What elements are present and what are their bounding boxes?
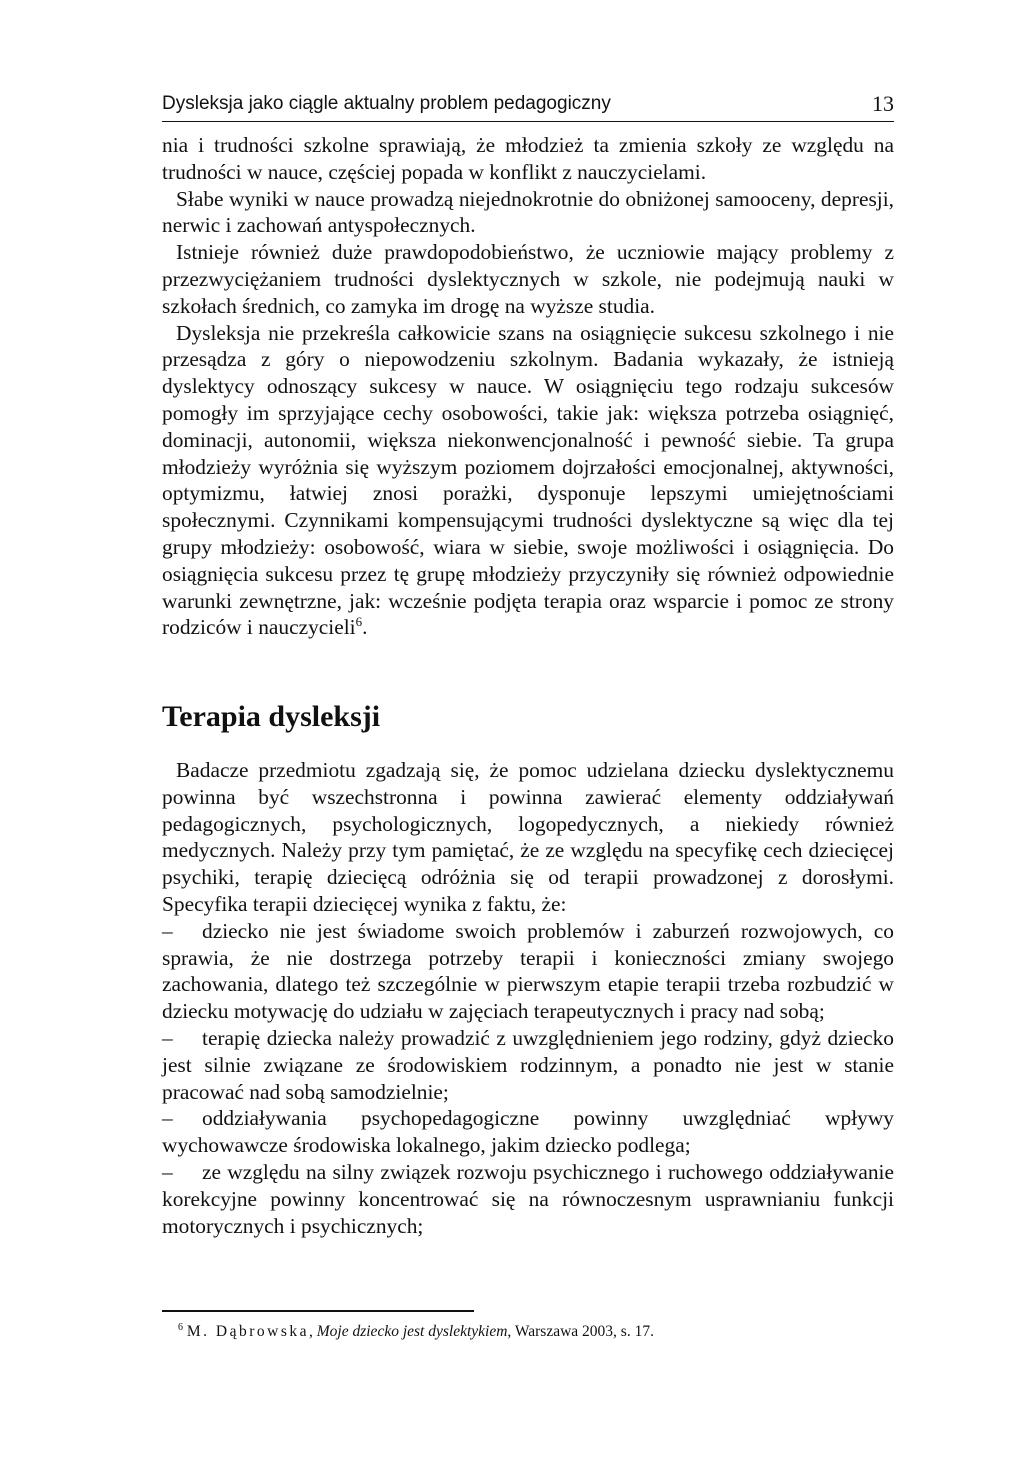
paragraph: Dysleksja nie przekreśla całkowicie szans na osiągnięcie sukcesu szkolnego i nie przesądza z góry o niepowodzeniu szkolnym. Badania wykazały, że istnieją dyslektycy odnoszący sukcesy w nauce. W osiągnięciu tego rodzaju sukcesów pomogły im sprzyjające cechy osobowości, takie jak: większa potrzeba osiągnięć, dominacji, autonomii, większa niekonwencjonalność i pewność siebie. Ta grupa młodzieży wyróżnia się wyższym poziomem dojrzałości emocjonalnej, aktywności, optymizmu, łatwiej znosi porażki, dysponuje lepszymi umiejętnościami społecznymi. Czynnikami kompensującymi trudności dyslektyczne są więc dla tej grupy młodzieży: osobowość, wiara w siebie, swoje możliwości i osiągnięcia. Do osiągnięcia sukcesu przez tę grupę młodzieży przyczyniły się również odpowiednie warunki zewnętrzne, jak: wcześnie podjęta terapia oraz wsparcie i pomoc ze strony rodziców i nauczycieli$^6$.	[162, 320, 894, 640]
footnote-author: M. Dąbrowska	[186, 1323, 309, 1341]
list-item	[162, 1025, 894, 1105]
running-title: Dysleksja jako ciągle aktualny problem pedagogiczny	[162, 93, 611, 114]
footnote-mark: 6	[178, 1322, 183, 1333]
footnote-reference[interactable]: 6	[355, 614, 363, 630]
list-item	[162, 1105, 894, 1159]
paragraph: Istnieje również duże prawdopodobieństwo, że uczniowie mający problemy z przezwyciężaniem trudności dyslektycznych w szkole, nie podejmują nauki w szkołach średnich, co zamyka im drogę na wyższe studia.	[162, 240, 894, 318]
list-dash: –	[162, 1159, 173, 1184]
section-therapy-text	[162, 757, 894, 1239]
list-dash: –	[162, 1025, 173, 1050]
running-header	[162, 91, 894, 122]
list-item-text: dziecko nie jest świadome swoich problemów i zaburzeń rozwojowych, co sprawia, że nie dostrzega potrzeby terapii i konieczności zmiany swojego zachowania, dlatego też szczególnie w pierwszym etapie terapii trzeba rozbudzić w dziecku motywację do udziału w zajęciach terapeutycznych i pracy nad sobą;	[162, 918, 894, 1024]
list-item-text: oddziaływania psychopedagogiczne powinny uwzględniać wpływy wychowawcze środowiska lokalnego, jakim dziecko podlega;	[162, 1106, 894, 1158]
footnote-divider	[162, 1310, 474, 1312]
paragraph: nia i trudności szkolne sprawiają, że młodzież ta zmienia szkoły ze względu na trudności w nauce, częściej popada w konflikt z nauczycielami.	[162, 133, 894, 184]
footnote-details: , Warszawa 2003, s. 17.	[507, 1323, 654, 1341]
section-continued-text	[162, 132, 894, 641]
page-number: 13	[872, 91, 894, 116]
list-dash: –	[162, 918, 173, 943]
footnote: $^6$ M. Dąbrowska, Moje dziecko jest dyslektykiem, Warszawa 2003, s. 17.	[178, 1322, 654, 1341]
section-heading: Terapia dysleksji	[162, 700, 381, 733]
list-dash: –	[162, 1106, 173, 1131]
paragraph-text: Dysleksja nie przekreśla całkowicie szans na osiągnięcie sukcesu szkolnego i nie przesądza z góry o niepowodzeniu szkolnym. Badania wykazały, że istnieją dyslektycy odnoszący sukcesy w nauce. W osiągnięciu tego rodzaju sukcesów pomogły im sprzyjające cechy osobowości, takie jak: większa potrzeba osiągnięć, dominacji, autonomii, większa niekonwencjonalność i pewność siebie. Ta grupa młodzieży wyróżnia się wyższym poziomem dojrzałości emocjonalnej, aktywności, optymizmu, łatwiej znosi porażki, dysponuje lepszymi umiejętnościami społecznymi. Czynnikami kompensującymi trudności dyslektyczne są więc dla tej grupy młodzieży: osobowość, wiara w siebie, swoje możliwości i osiągnięcia. Do osiągnięcia sukcesu przez tę grupę młodzieży przyczyniły się również odpowiednie warunki zewnętrzne, jak: wcześnie podjęta terapia oraz wsparcie i pomoc ze strony rodziców i nauczycieli	[162, 320, 894, 640]
list-item	[162, 918, 894, 1025]
paragraph: Słabe wyniki w nauce prowadzą niejednokrotnie do obniżonej samooceny, depresji, nerwic i zachowań antyspołecznych.	[162, 186, 894, 238]
paragraph: Badacze przedmiotu zgadzają się, że pomoc udzielana dziecku dyslektycznemu powinna być wszechstronna i powinna zawierać elementy oddziaływań pedagogicznych, psychologicznych, logopedycznych, a niekiedy również medycznych. Należy przy tym pamiętać, że ze względu na specyfikę cech dziecięcej psychiki, terapię dziecięcą odróżnia się od terapii prowadzonej z dorosłymi. Specyfika terapii dziecięcej wynika z faktu, że:	[162, 758, 894, 916]
footnote-title: Moje dziecko jest dyslektykiem	[316, 1323, 508, 1341]
list-item	[162, 1159, 894, 1239]
list-item-text: ze względu na silny związek rozwoju psychicznego i ruchowego oddziaływanie korekcyjne powinny koncentrować się na równoczesnym usprawnianiu funkcji motorycznych i psychicznych;	[162, 1159, 894, 1238]
list-item-text: terapię dziecka należy prowadzić z uwzględnieniem jego rodziny, gdyż dziecko jest silnie związane ze środowiskiem rodzinnym, a ponadto nie jest w stanie pracować nad sobą samodzielnie;	[162, 1025, 894, 1104]
